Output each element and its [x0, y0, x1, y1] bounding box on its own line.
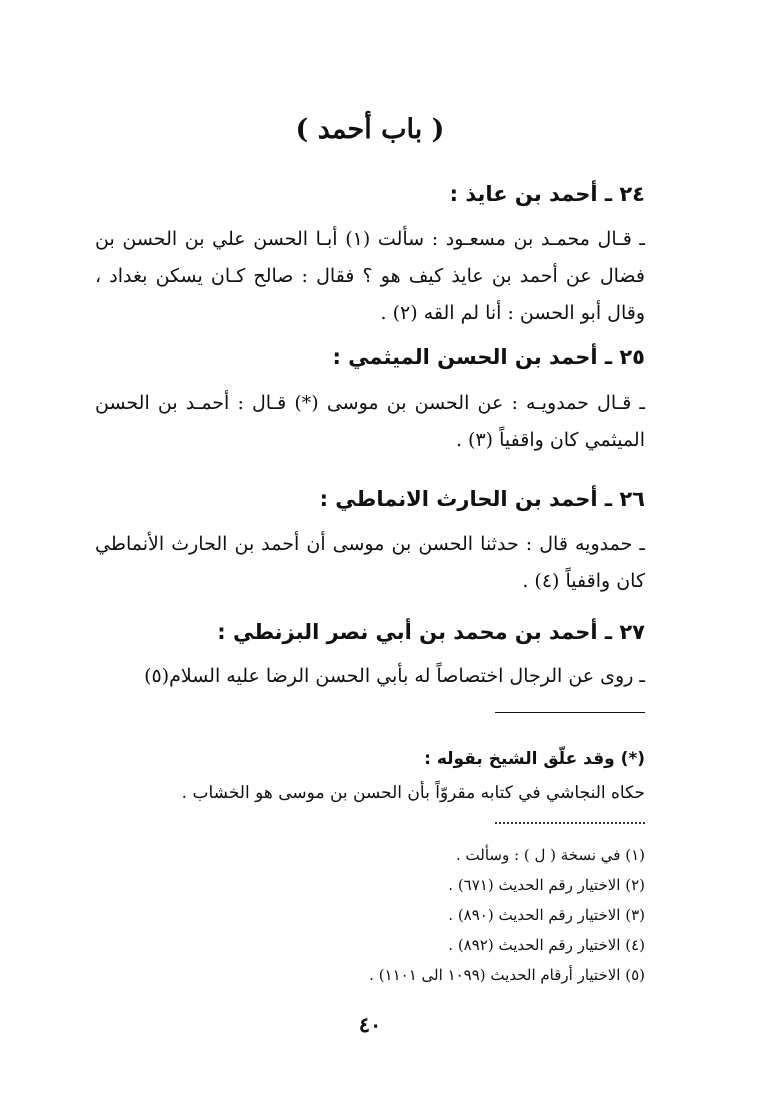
- chapter-title: ( باب أحمد ): [295, 114, 445, 145]
- footnote-3: (٣) الاختيار رقم الحديث (٨٩٠) .: [448, 906, 645, 924]
- note-text: حكاه النجاشي في كتابه مقروّاً بأن الحسن بن موسى هو الخشاب .: [181, 783, 645, 803]
- book-page: [95, 0, 645, 1112]
- footnote-1: (١) في نسخة ( ل ) : وسألت .: [456, 846, 645, 864]
- entry-heading-24: ٢٤ ـ أحمد بن عايذ :: [449, 182, 645, 206]
- note-heading: (*) وقد علّق الشيخ بقوله :: [424, 749, 645, 769]
- entry-heading-26: ٢٦ ـ أحمد بن الحارث الانماطي :: [319, 487, 645, 511]
- dotted-separator: [495, 822, 645, 824]
- entry-text-24: ـ قـال محمـد بن مسعـود : سألت (١) أبـا الحسن علي بن الحسن بن فضال عن أحمد بن عايذ كيف هو ؟ فقال : صالح كـان يسكن بغداد ، وقال أبو الحسن : أنا لم القه (٢) .: [95, 228, 645, 324]
- entry-text-26: ـ حمدويه قال : حدثنا الحسن بن موسى أن أحمد بن الحارث الأنماطي كان واقفياً (٤) .: [95, 533, 645, 592]
- footnote-5: (٥) الاختيار أرقام الحديث (١٠٩٩ الى ١١٠١) .: [369, 966, 645, 984]
- entry-text-27: ـ روى عن الرجال اختصاصاً له بأبي الحسن الرضا عليه السلام(٥): [144, 665, 645, 687]
- entry-text-25: ـ قـال حمدويـه : عن الحسن بن موسى (*) قـال : أحمـد بن الحسن الميثمي كان واقفياً (٣) .: [95, 392, 645, 451]
- footnote-separator: [495, 712, 645, 713]
- footnote-2: (٢) الاختيار رقم الحديث (٦٧١) .: [448, 876, 645, 894]
- entry-heading-27: ٢٧ ـ أحمد بن محمد بن أبي نصر البزنطي :: [217, 620, 645, 644]
- footnote-4: (٤) الاختيار رقم الحديث (٨٩٢) .: [448, 936, 645, 954]
- page-number: ٤٠: [358, 1012, 382, 1037]
- entry-heading-25: ٢٥ ـ أحمد بن الحسن الميثمي :: [332, 345, 645, 369]
